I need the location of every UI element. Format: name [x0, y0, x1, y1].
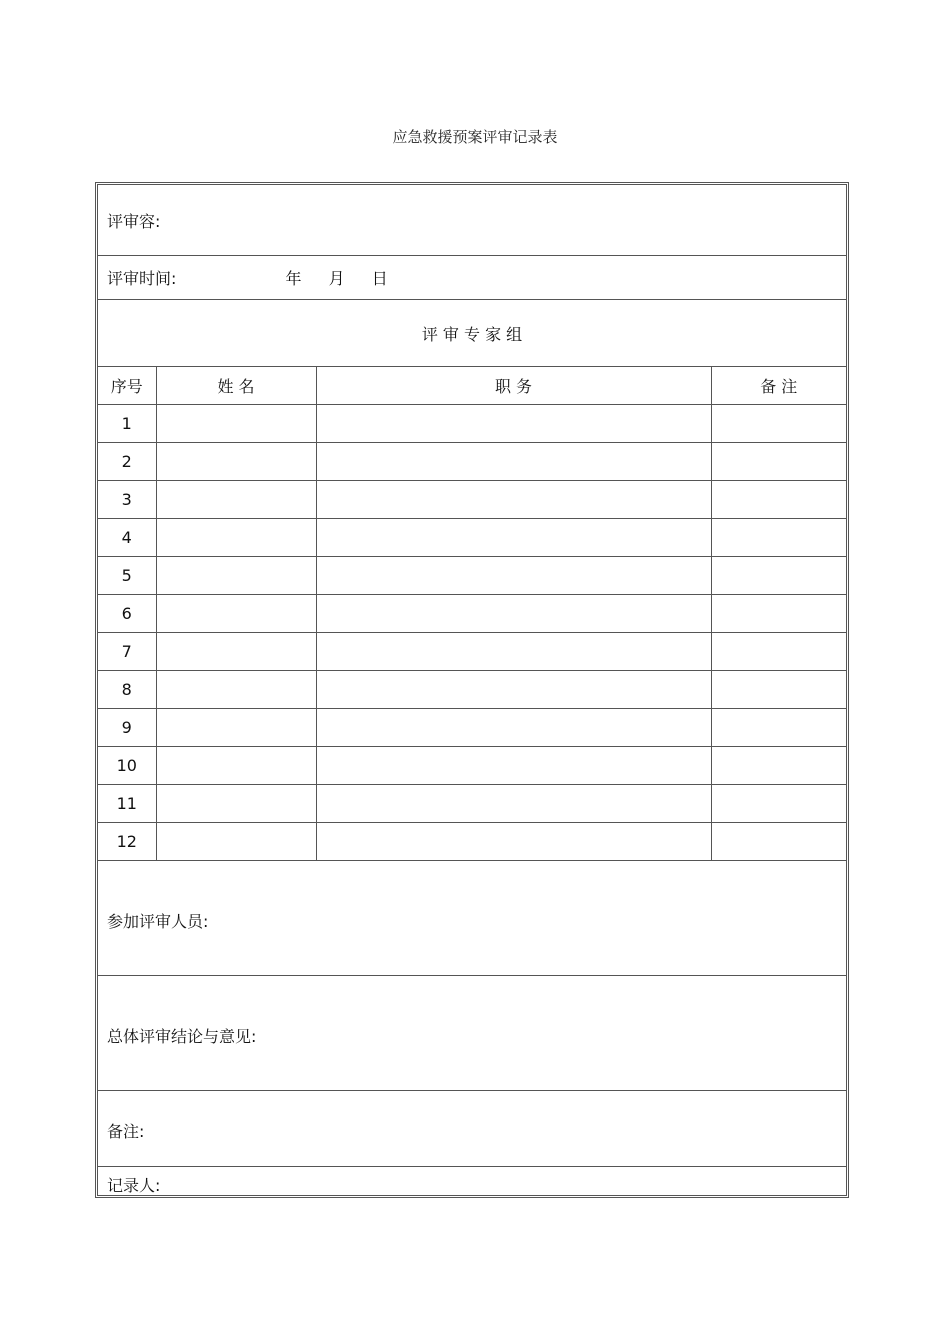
remarks-cell[interactable]: [711, 747, 846, 785]
review-form-frame: [95, 182, 849, 1198]
remarks-cell[interactable]: [711, 633, 846, 671]
position-cell[interactable]: [316, 595, 711, 633]
review-content-cell[interactable]: [98, 185, 846, 256]
table-row: [98, 709, 846, 747]
remarks-cell[interactable]: [711, 519, 846, 557]
remarks-field-cell[interactable]: [98, 1091, 846, 1167]
row-number: 9: [98, 709, 156, 747]
table-row: [98, 443, 846, 481]
table-row: [98, 671, 846, 709]
remarks-cell[interactable]: [711, 671, 846, 709]
remarks-cell[interactable]: [711, 823, 846, 861]
name-cell[interactable]: [156, 785, 316, 823]
document-title: 应急救援预案评审记录表: [392, 128, 558, 146]
row-number: 4: [98, 519, 156, 557]
name-cell[interactable]: [156, 823, 316, 861]
name-cell[interactable]: [156, 557, 316, 595]
review-time-label: 评审时间:: [107, 269, 177, 288]
recorder-row: [98, 1167, 846, 1203]
row-number: 3: [98, 481, 156, 519]
name-cell[interactable]: [156, 405, 316, 443]
review-time-row: [98, 256, 846, 300]
table-row: [98, 481, 846, 519]
name-cell[interactable]: [156, 633, 316, 671]
month-label: 月: [328, 269, 345, 288]
remarks-cell[interactable]: [711, 557, 846, 595]
expert-group-row: [98, 300, 846, 367]
remarks-row: [98, 1091, 846, 1167]
review-time-cell[interactable]: [98, 256, 846, 300]
row-number: 10: [98, 747, 156, 785]
position-cell[interactable]: [316, 709, 711, 747]
position-cell[interactable]: [316, 557, 711, 595]
table-row: [98, 747, 846, 785]
name-cell[interactable]: [156, 671, 316, 709]
column-header-name: 姓 名: [156, 367, 316, 405]
column-header-number: 序号: [98, 367, 156, 405]
position-cell[interactable]: [316, 823, 711, 861]
conclusion-cell[interactable]: [98, 976, 846, 1091]
remarks-cell[interactable]: [711, 595, 846, 633]
remarks-cell[interactable]: [711, 785, 846, 823]
review-content-label: 评审容:: [107, 211, 161, 231]
table-row: [98, 519, 846, 557]
table-header-row: [98, 367, 846, 405]
row-number: 1: [98, 405, 156, 443]
review-content-row: [98, 185, 846, 256]
remarks-cell[interactable]: [711, 443, 846, 481]
column-header-position: 职 务: [316, 367, 711, 405]
remarks-cell[interactable]: [711, 481, 846, 519]
position-cell[interactable]: [316, 633, 711, 671]
review-form-table: [98, 185, 846, 1202]
expert-group-title: 评 审 专 家 组: [98, 300, 846, 367]
name-cell[interactable]: [156, 443, 316, 481]
position-cell[interactable]: [316, 443, 711, 481]
table-row: [98, 633, 846, 671]
position-cell[interactable]: [316, 481, 711, 519]
position-cell[interactable]: [316, 785, 711, 823]
position-cell[interactable]: [316, 405, 711, 443]
row-number: 2: [98, 443, 156, 481]
table-row: [98, 823, 846, 861]
name-cell[interactable]: [156, 747, 316, 785]
review-date-fields: [286, 269, 410, 288]
name-cell[interactable]: [156, 595, 316, 633]
recorder-label: 记录人:: [107, 1176, 161, 1195]
year-label: 年: [285, 269, 302, 288]
name-cell[interactable]: [156, 481, 316, 519]
position-cell[interactable]: [316, 747, 711, 785]
remarks-cell[interactable]: [711, 709, 846, 747]
row-number: 5: [98, 557, 156, 595]
name-cell[interactable]: [156, 709, 316, 747]
table-row: [98, 595, 846, 633]
participants-row: [98, 861, 846, 976]
table-row: [98, 785, 846, 823]
row-number: 6: [98, 595, 156, 633]
column-header-remarks: 备 注: [711, 367, 846, 405]
participants-cell[interactable]: [98, 861, 846, 976]
position-cell[interactable]: [316, 671, 711, 709]
conclusion-label: 总体评审结论与意见:: [107, 1026, 257, 1046]
row-number: 12: [98, 823, 156, 861]
row-number: 11: [98, 785, 156, 823]
day-label: 日: [371, 269, 388, 288]
position-cell[interactable]: [316, 519, 711, 557]
remarks-cell[interactable]: [711, 405, 846, 443]
participants-label: 参加评审人员:: [107, 911, 209, 931]
recorder-cell[interactable]: [98, 1167, 846, 1203]
remarks-label: 备注:: [107, 1122, 145, 1141]
row-number: 8: [98, 671, 156, 709]
row-number: 7: [98, 633, 156, 671]
name-cell[interactable]: [156, 519, 316, 557]
table-row: [98, 557, 846, 595]
conclusion-row: [98, 976, 846, 1091]
table-row: [98, 405, 846, 443]
